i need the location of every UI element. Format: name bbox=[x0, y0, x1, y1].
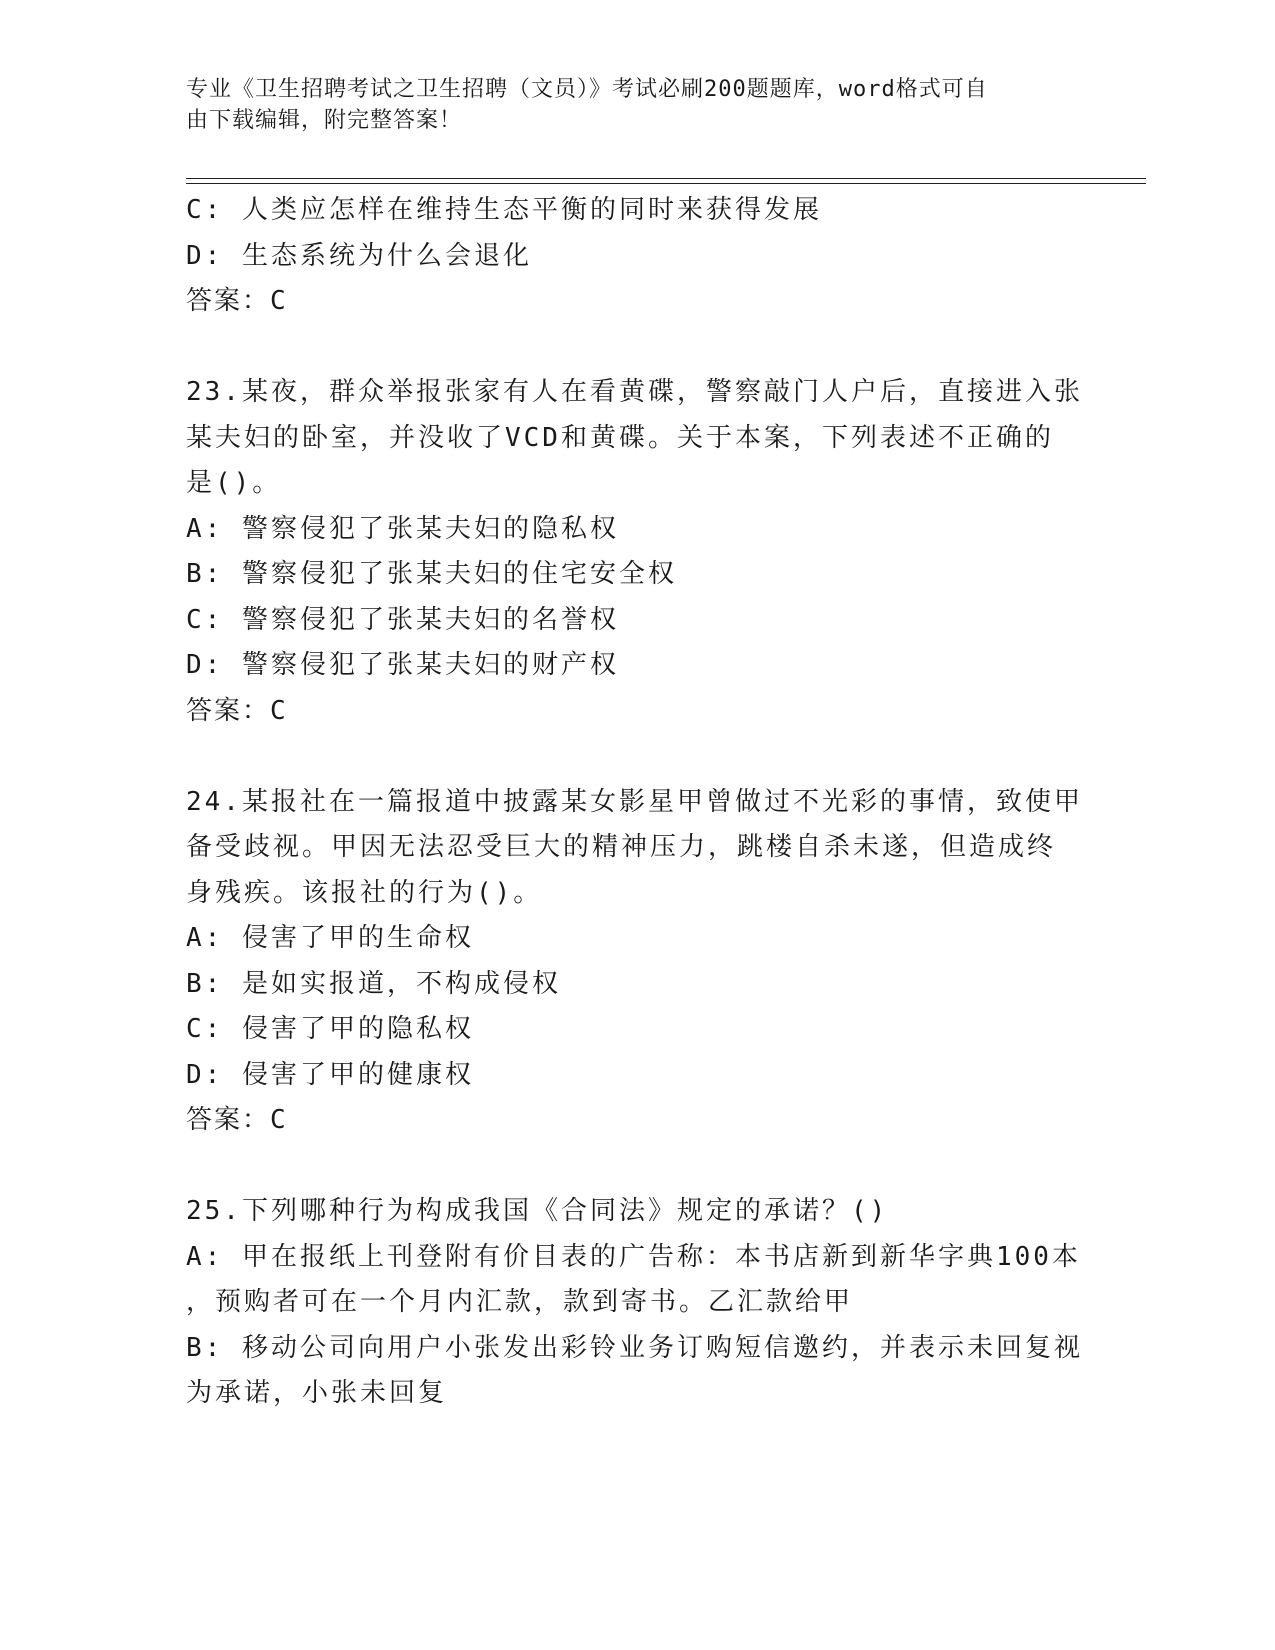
question-content bbox=[186, 188, 1086, 1417]
page-header bbox=[186, 74, 1066, 136]
question-stem-line: 23.某夜，群众举报张家有人在看黄碟，警察敲门人户后，直接进入张 bbox=[186, 377, 1083, 407]
option-c: C: 侵害了甲的隐私权 bbox=[186, 1014, 474, 1044]
prev-question-block bbox=[186, 188, 1086, 325]
answer-line: 答案：C bbox=[186, 286, 288, 316]
question-stem-line: 身残疾。该报社的行为()。 bbox=[186, 877, 543, 908]
answer-line: 答案：C bbox=[186, 695, 288, 726]
option-a: A: 警察侵犯了张某夫妇的隐私权 bbox=[186, 513, 619, 544]
header-line-2: 由下载编辑，附完整答案！ bbox=[186, 108, 463, 133]
question-stem-line: 24.某报社在一篇报道中披露某女影星甲曾做过不光彩的事情，致使甲 bbox=[186, 786, 1083, 817]
question-23 bbox=[186, 370, 1086, 734]
question-stem-line: 某夫妇的卧室，并没收了VCD和黄碟。关于本案，下列表述不正确的 bbox=[186, 422, 1054, 453]
option-d: D: 侵害了甲的健康权 bbox=[186, 1059, 474, 1090]
header-rule-top bbox=[186, 178, 1146, 179]
option-b: B: 是如实报道，不构成侵权 bbox=[186, 968, 561, 999]
spacer bbox=[186, 325, 1086, 371]
question-24 bbox=[186, 780, 1086, 1144]
question-25 bbox=[186, 1189, 1086, 1417]
option-b-continued: 为承诺，小张未回复 bbox=[186, 1378, 448, 1408]
spacer bbox=[186, 734, 1086, 780]
option-a-continued: ，预购者可在一个月内汇款，款到寄书。乙汇款给甲 bbox=[186, 1287, 854, 1317]
answer-line: 答案：C bbox=[186, 1105, 288, 1135]
option-b: B: 移动公司向用户小张发出彩铃业务订购短信邀约，并表示未回复视 bbox=[186, 1332, 1083, 1363]
option-d: D: 生态系统为什么会退化 bbox=[186, 240, 532, 271]
question-stem-line: 是()。 bbox=[186, 468, 282, 498]
option-c: C: 警察侵犯了张某夫妇的名誉权 bbox=[186, 604, 619, 635]
question-stem-line: 25.下列哪种行为构成我国《合同法》规定的承诺？() bbox=[186, 1196, 889, 1226]
option-b: B: 警察侵犯了张某夫妇的住宅安全权 bbox=[186, 559, 677, 589]
header-rule-bottom bbox=[186, 183, 1146, 184]
header-line-1: 专业《卫生招聘考试之卫生招聘（文员）》考试必刷200题题库，word格式可自 bbox=[186, 77, 988, 102]
option-c: C: 人类应怎样在维持生态平衡的同时来获得发展 bbox=[186, 195, 822, 225]
option-a: A: 侵害了甲的生命权 bbox=[186, 923, 474, 953]
question-stem-line: 备受歧视。甲因无法忍受巨大的精神压力，跳楼自杀未遂，但造成终 bbox=[186, 832, 1057, 862]
spacer bbox=[186, 1144, 1086, 1190]
option-d: D: 警察侵犯了张某夫妇的财产权 bbox=[186, 650, 619, 680]
option-a: A: 甲在报纸上刊登附有价目表的广告称：本书店新到新华字典100本 bbox=[186, 1241, 1081, 1272]
